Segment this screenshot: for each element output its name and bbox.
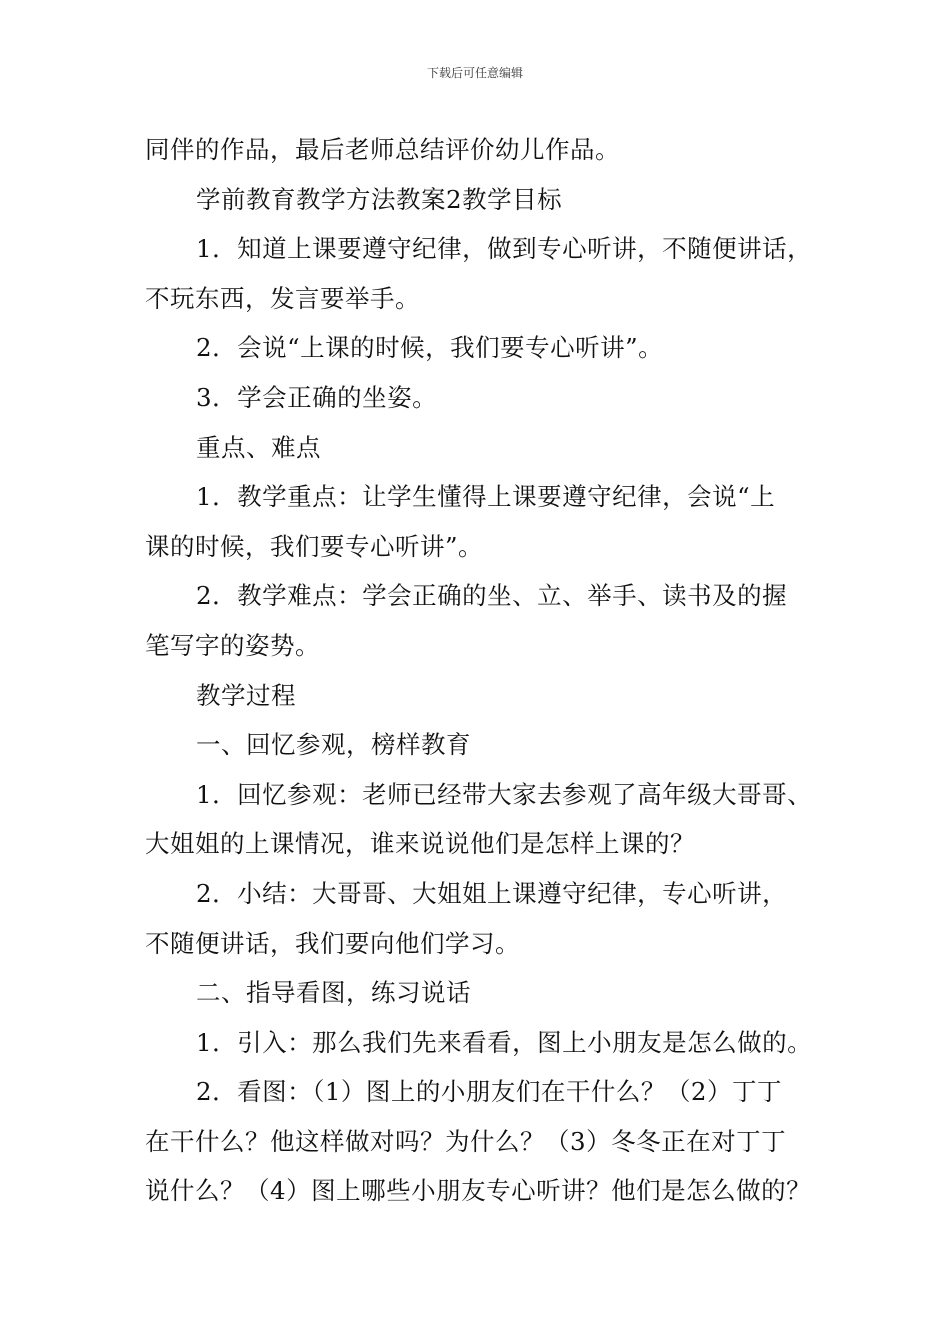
- text-line: 笔写字的姿势。: [145, 630, 320, 660]
- section-heading: 教学过程: [196, 680, 296, 710]
- page-header: 下载后可任意编辑: [426, 66, 523, 80]
- section-heading: 一、回忆参观，榜样教育: [196, 730, 471, 760]
- text-line: 3．学会正确的坐姿。: [196, 382, 438, 412]
- text-line: 1．知道上课要遵守纪律，做到专心听讲，不随便讲话，: [196, 234, 813, 264]
- text-line: 1．引入：那么我们先来看看，图上小朋友是怎么做的。: [196, 1027, 813, 1057]
- text-line: 学前教育教学方法教案2教学目标: [196, 184, 563, 214]
- section-heading: 重点、难点: [196, 432, 321, 462]
- text-line: 2．会说“上课的时候，我们要专心听讲”。: [196, 333, 664, 363]
- section-heading: 二、指导看图，练习说话: [196, 978, 471, 1008]
- text-line: 1．回忆参观：老师已经带大家去参观了高年级大哥哥、: [196, 779, 813, 809]
- text-line: 不随便讲话，我们要向他们学习。: [145, 928, 520, 958]
- text-line: 在干什么？他这样做对吗？为什么？（3）冬冬正在对丁丁: [145, 1126, 787, 1156]
- document-body: [145, 125, 835, 1216]
- text-line: 说什么？（4）图上哪些小朋友专心听讲？他们是怎么做的？: [145, 1176, 812, 1206]
- text-line: 大姐姐的上课情况，谁来说说他们是怎样上课的？: [145, 829, 695, 859]
- text-line: 不玩东西，发言要举手。: [145, 283, 420, 313]
- text-line: 课的时候，我们要专心听讲”。: [145, 531, 484, 561]
- text-line: 2．教学难点：学会正确的坐、立、举手、读书及的握: [196, 581, 788, 611]
- text-line: 同伴的作品，最后老师总结评价幼儿作品。: [145, 135, 620, 164]
- text-line: 2．看图：（1）图上的小朋友们在干什么？（2）丁丁: [196, 1077, 783, 1107]
- text-line: 1．教学重点：让学生懂得上课要遵守纪律，会说“上: [196, 482, 776, 512]
- text-line: 2．小结：大哥哥、大姐姐上课遵守纪律，专心听讲，: [196, 878, 788, 908]
